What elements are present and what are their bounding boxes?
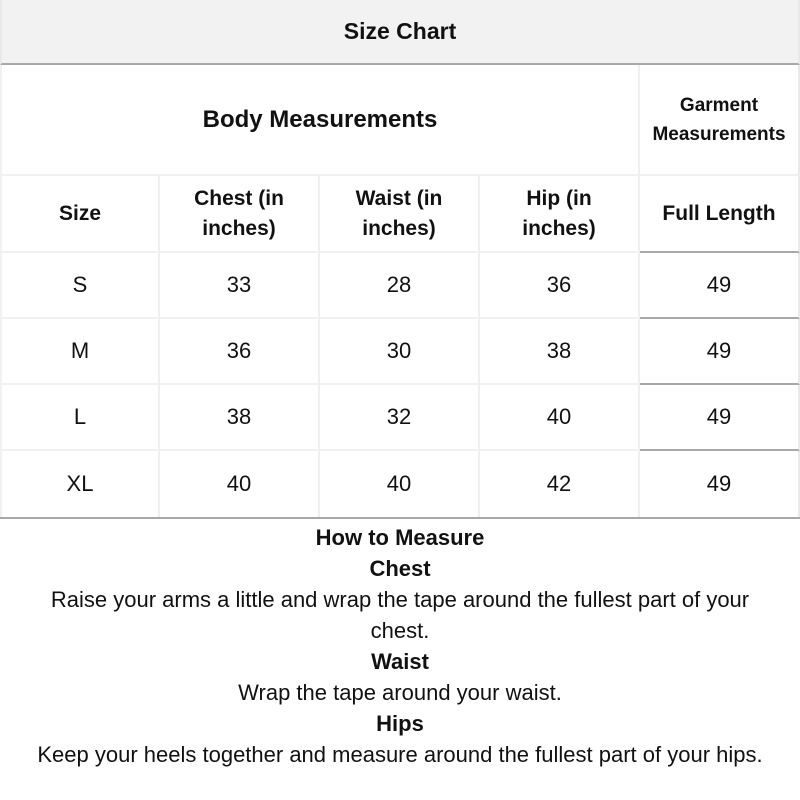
cell-chest: 38 — [160, 385, 320, 451]
cell-waist: 32 — [320, 385, 480, 451]
column-header-row — [0, 176, 800, 253]
column-header-full-length: Full Length — [640, 176, 800, 253]
cell-chest: 40 — [160, 451, 320, 517]
title-row — [0, 0, 800, 65]
measure-instruction-waist: Wrap the tape around your waist. — [238, 680, 562, 705]
cell-hip: 40 — [480, 385, 640, 451]
measure-heading-chest: Chest — [369, 556, 431, 581]
group-header-row — [0, 65, 800, 176]
how-to-measure-section — [0, 519, 800, 770]
table-row-l — [0, 385, 800, 451]
cell-chest: 33 — [160, 253, 320, 319]
table-row-s — [0, 253, 800, 319]
cell-size: L — [0, 385, 160, 451]
cell-full-length: 49 — [640, 385, 800, 451]
cell-size: M — [0, 319, 160, 385]
group-header-body-measurements: Body Measurements — [0, 65, 640, 176]
column-header-waist: Waist (in inches) — [320, 176, 480, 253]
group-header-garment-measurements: Garment Measurements — [640, 65, 800, 176]
column-header-hip: Hip (in inches) — [480, 176, 640, 253]
cell-waist: 30 — [320, 319, 480, 385]
measure-instruction-chest: Raise your arms a little and wrap the tape around the fullest part of your chest. — [50, 587, 750, 643]
cell-hip: 38 — [480, 319, 640, 385]
column-header-chest: Chest (in inches) — [160, 176, 320, 253]
cell-waist: 40 — [320, 451, 480, 517]
cell-full-length: 49 — [640, 253, 800, 319]
table-row-m — [0, 319, 800, 385]
cell-full-length: 49 — [640, 451, 800, 517]
cell-waist: 28 — [320, 253, 480, 319]
column-header-size: Size — [0, 176, 160, 253]
cell-size: S — [0, 253, 160, 319]
measure-instruction-hips: Keep your heels together and measure around the fullest part of your hips. — [37, 742, 763, 767]
cell-chest: 36 — [160, 319, 320, 385]
measure-heading-hips: Hips — [376, 711, 424, 736]
how-to-measure-title: How to Measure — [315, 525, 485, 550]
cell-hip: 42 — [480, 451, 640, 517]
page-title: Size Chart — [343, 18, 457, 44]
cell-full-length: 49 — [640, 319, 800, 385]
cell-hip: 36 — [480, 253, 640, 319]
table-row-xl — [0, 451, 800, 517]
cell-size: XL — [0, 451, 160, 517]
measure-heading-waist: Waist — [371, 649, 429, 674]
